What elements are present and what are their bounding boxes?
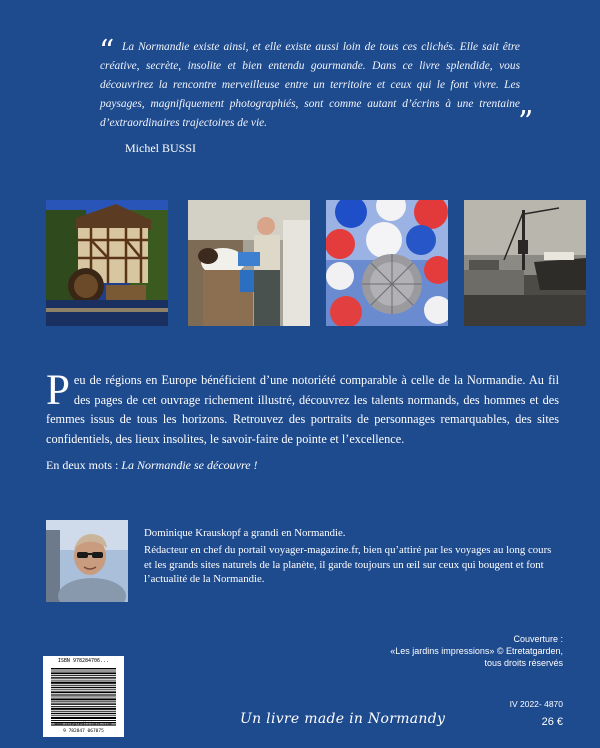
bio-line-2: Rédacteur en chef du portail voyager-magazine.fr, bien qu’attiré par les voyages au long cours et les grands sites naturels de la planète, il garde toujours un œil sur ceux qui bougent et font l’actualité de la Normandie. <box>144 544 552 585</box>
price: 26 € <box>541 716 563 728</box>
summary-prefix: En deux mots : <box>46 458 122 472</box>
open-quote-mark: “ <box>99 34 115 69</box>
publisher-url: www.orep-editions.com <box>54 722 112 727</box>
farmer-with-calves-photo <box>188 200 310 326</box>
umbrellas-photo <box>326 200 448 326</box>
author-portrait <box>46 520 128 602</box>
barcode-bars <box>51 668 116 726</box>
credits-heading: Couverture : <box>513 634 563 644</box>
tagline: Un livre made in Normandy <box>240 711 446 727</box>
close-quote-mark: ” <box>518 105 534 140</box>
bio-line-1: Dominique Krauskopf a grandi en Normandie. <box>144 527 346 539</box>
summary-emphasis: La Normandie se découvre ! <box>121 458 258 472</box>
cover-credits <box>390 633 563 669</box>
quote-author: Michel BUSSI <box>125 141 197 155</box>
isbn-number: ISBN 978284706... <box>57 658 110 664</box>
harbour-crane-photo <box>464 200 586 326</box>
credits-line-2: tous droits réservés <box>484 658 563 668</box>
legal-code: IV 2022- 4870 <box>509 699 563 709</box>
foreword-quote: La Normandie existe ainsi, et elle existe aussi loin de tous ces clichés. Elle sait être créative, secrète, insolite et bien entendu gourmande. Dans ce livre splendide, vous découvrirez la rencontre merveilleuse entre un territoire et ceux qui le font vivre. Les paysages, magnifiquement photographiés, sont comme autant d’écrins à une trentaine d’extraordinaires trajectoires de vie. <box>100 41 520 129</box>
description-text: eu de régions en Europe bénéficient d’une notoriété comparable à celle de la Normandie. Au fil des pages de cet ouvrage richement illustré, découvrez les talents normands, des hommes et des femmes issus de tous les horizons. Retrouvez des portraits de personnages remarquables, des sites confidentiels, des lieux insolites, le savoir-faire de pointe et l’excellence. <box>46 373 559 446</box>
summary-line <box>46 458 258 473</box>
credits-line-1: «Les jardins impressions» © Etretatgarden, <box>390 646 563 656</box>
book-description <box>46 367 559 449</box>
ean-digits: 9 782847 067075 <box>63 729 104 734</box>
dropcap-letter: P <box>46 367 70 414</box>
half-timbered-mill-photo <box>46 200 168 326</box>
author-bio <box>144 526 558 587</box>
